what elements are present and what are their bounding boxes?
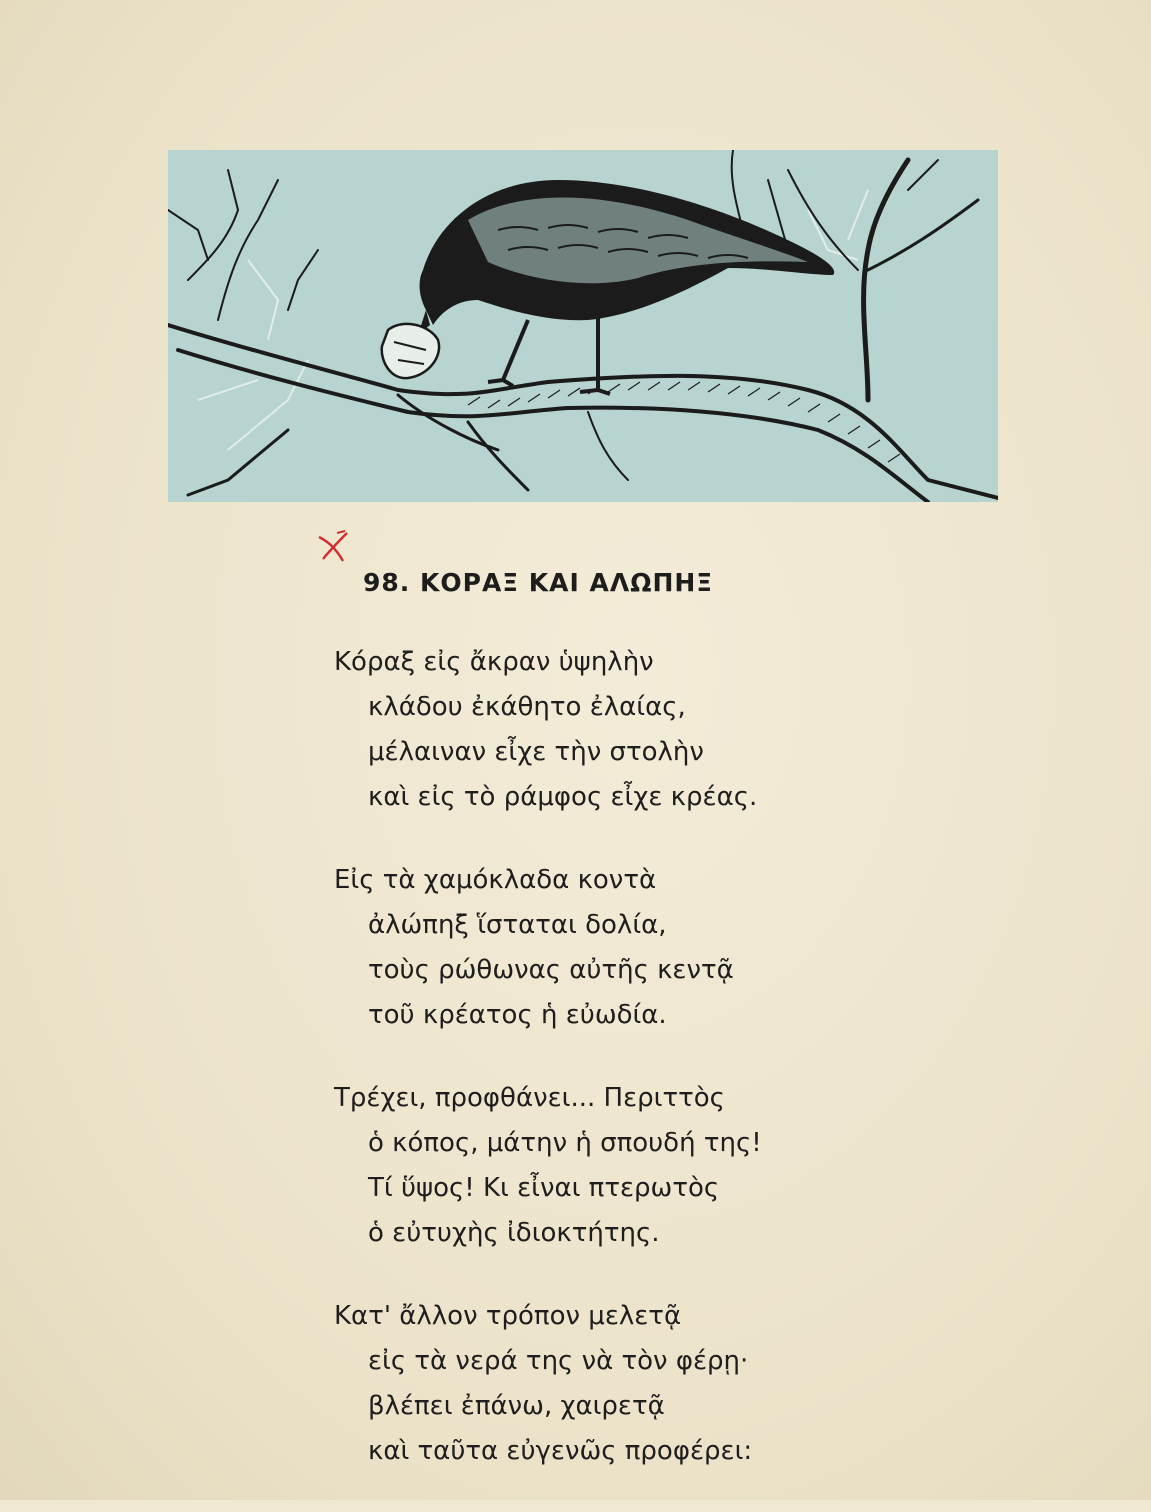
poem-line: μέλαιναν εἶχε τὴν στολὴν (368, 737, 704, 767)
poem-line: κλάδου ἐκάθητο ἐλαίας, (368, 692, 686, 722)
poem-title: 98. ΚΟΡΑΞ ΚΑΙ ΑΛΩΠΗΞ (363, 568, 714, 597)
poem-line: ὁ κόπος, μάτην ἡ σπουδή της! (368, 1128, 762, 1158)
poem-line: τοῦ κρέατος ἡ εὐωδία. (368, 1000, 667, 1030)
poem-line: Εἰς τὰ χαμόκλαδα κοντὰ (334, 865, 657, 895)
stanza (334, 1076, 894, 1256)
poem-line: καὶ ταῦτα εὐγενῶς προφέρει: (368, 1436, 753, 1466)
poem-line: Κόραξ εἰς ἄκραν ὑψηλὴν (334, 647, 654, 677)
poem-line: Τί ὕψος! Κι εἶναι πτερωτὸς (368, 1173, 720, 1203)
stanza (334, 858, 894, 1038)
crow-illustration (168, 150, 998, 502)
poem-line: εἰς τὰ νερά της νὰ τὸν φέρῃ· (368, 1346, 749, 1376)
red-x-mark (313, 527, 355, 567)
poem-line: Κατ' ἄλλον τρόπον μελετᾷ (334, 1301, 682, 1331)
stanza (334, 1294, 894, 1474)
poem-line: καὶ εἰς τὸ ράμφος εἶχε κρέας. (368, 782, 758, 812)
poem-line: τοὺς ρώθωνας αὐτῆς κεντᾷ (368, 955, 734, 985)
poem-body (334, 640, 894, 1512)
poem-line: Τρέχει, προφθάνει... Περιττὸς (334, 1083, 725, 1113)
poem-line: ἀλώπηξ ἵσταται δολία, (368, 910, 667, 940)
stanza (334, 640, 894, 820)
poem-line: ὁ εὐτυχὴς ἰδιοκτήτης. (368, 1218, 660, 1248)
poem-line: βλέπει ἐπάνω, χαιρετᾷ (368, 1391, 665, 1421)
